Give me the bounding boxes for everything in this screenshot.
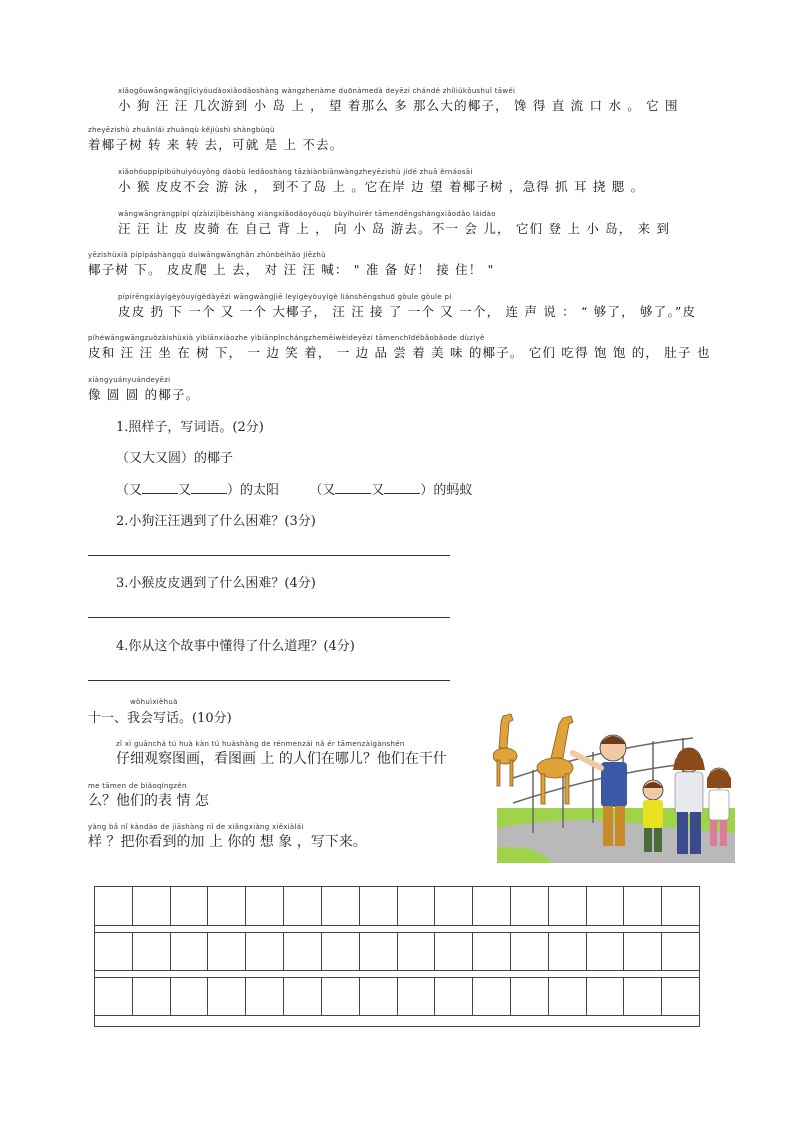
grid-cell[interactable] <box>587 933 625 970</box>
grid-cell[interactable] <box>208 933 246 970</box>
question-3-label: 3.小猴皮皮遇到了什么困难？(4分) <box>116 576 316 591</box>
writing-grid[interactable] <box>94 886 700 1027</box>
blank-2b-input[interactable] <box>384 482 420 494</box>
pinyin-line: pípírēngxiàyígèyòuyígèdàyēzi wāngwāngjiē leyígèyòuyígè liánshēngshuō gòule gòule pí <box>118 293 452 301</box>
grid-cell[interactable] <box>398 933 436 970</box>
grid-cell[interactable] <box>246 978 284 1015</box>
answer-line-2[interactable] <box>88 555 450 556</box>
grid-cell[interactable] <box>208 978 246 1015</box>
grid-cell[interactable] <box>95 978 133 1015</box>
question-1-label: 1.照样子，写词语。(2分) <box>116 420 264 435</box>
zoo-family-illustration <box>493 708 735 863</box>
writing-prompt-line: 仔细观察图画，看图画 上 的人们在哪儿？他们在干什 <box>116 751 447 767</box>
grid-cell[interactable] <box>360 887 398 925</box>
grid-cell[interactable] <box>284 978 322 1015</box>
grid-cell[interactable] <box>662 978 699 1015</box>
grid-cell[interactable] <box>360 933 398 970</box>
pinyin-line: wāngwāngràngpípí qízàizìjǐbèishàng xiàngxiǎodǎoyóuqù bùyíhuìrér tāmendēngshàngxiǎodǎo láidào <box>118 210 496 218</box>
grid-cell[interactable] <box>511 887 549 925</box>
grid-cell[interactable] <box>435 887 473 925</box>
grid-cell[interactable] <box>284 887 322 925</box>
blank-1-mid: 又 <box>178 483 192 498</box>
grid-row <box>95 932 699 971</box>
blank-1-close: ）的太阳 <box>227 483 280 498</box>
grid-cell[interactable] <box>398 978 436 1015</box>
grid-cell[interactable] <box>435 933 473 970</box>
pinyin-line: me tāmen de biǎoqíngzěn <box>88 782 187 790</box>
grid-cell[interactable] <box>624 933 662 970</box>
grid-cell[interactable] <box>171 978 209 1015</box>
grid-cell[interactable] <box>322 887 360 925</box>
blank-1-open: （又 <box>116 483 143 498</box>
grid-cell[interactable] <box>435 978 473 1015</box>
writing-prompt-line: 么？他们的表 情 怎 <box>88 793 209 809</box>
grid-cell[interactable] <box>549 887 587 925</box>
grid-row <box>95 887 699 926</box>
grid-cell[interactable] <box>473 933 511 970</box>
grid-cell[interactable] <box>624 978 662 1015</box>
pinyin-line: xiǎogǒuwāngwāngjǐcìyóudàoxiǎodǎoshàng wàngzhenàme duōnàmedà deyēzi chándé zhíliúkǒushuǐ tāwéi <box>118 87 516 95</box>
grid-cell[interactable] <box>95 887 133 925</box>
grid-cell[interactable] <box>549 978 587 1015</box>
story-line: 皮和 汪 汪 坐 在 树 下， 一 边 笑 着， 一 边 品 尝 着 美 味 的椰子。 它们 吃得 饱 饱 的， 肚子 也 <box>88 345 711 360</box>
grid-cell[interactable] <box>473 978 511 1015</box>
pinyin-line: xiàngyuányuándeyēzi <box>88 376 171 384</box>
grid-cell[interactable] <box>360 978 398 1015</box>
grid-cell[interactable] <box>171 887 209 925</box>
pinyin-line: xiǎohóuppípíbúhuìyóuyǒng dàobù ledǎoshàng tāzàiànbiānwàngzheyēzishù jídé zhuā ěrnáosāi <box>118 168 473 176</box>
grid-cell[interactable] <box>171 933 209 970</box>
blank-1a-input[interactable] <box>142 482 178 494</box>
grid-cell[interactable] <box>322 933 360 970</box>
pinyin-line: yàng bǎ nǐ kàndào de jiāshàng nǐ de xiǎngxiàng xiěxiàlái <box>88 823 304 831</box>
story-line: 皮皮 扔 下 一个 又 一个 大椰子， 汪 汪 接 了 一个 又 一个， 连 声 说 ： “ 够了， 够了。”皮 <box>118 304 697 319</box>
grid-row <box>95 977 699 1016</box>
question-1-example: （又大又圆）的椰子 <box>116 451 234 466</box>
question-2-label: 2.小狗汪汪遇到了什么困难？(3分) <box>116 514 316 529</box>
blank-2a-input[interactable] <box>335 482 371 494</box>
pinyin-line: píhéwāngwāngzuòzàishùxià yìbiānxiàozhe yìbiānpǐnchángzhemēiwèideyēzi tāmenchīdébǎobǎode dùziyě <box>88 334 485 342</box>
grid-cell[interactable] <box>398 887 436 925</box>
grid-cell[interactable] <box>662 933 699 970</box>
grid-cell[interactable] <box>133 933 171 970</box>
grid-cell[interactable] <box>284 933 322 970</box>
section-title-pinyin: wǒhuìxiěhuà <box>130 698 178 706</box>
grid-cell[interactable] <box>246 933 284 970</box>
grid-cell[interactable] <box>95 933 133 970</box>
answer-line-3[interactable] <box>88 617 450 618</box>
pinyin-line: zǐ xì guānchá tú huà kàn tú huàshàng de rénmenzài nǎ ér tāmenzàigànshén <box>116 740 405 748</box>
blank-2-open: （又 <box>309 483 336 498</box>
grid-cell[interactable] <box>133 978 171 1015</box>
grid-cell[interactable] <box>133 887 171 925</box>
blank-1b-input[interactable] <box>191 482 227 494</box>
section-11-title: 十一、我会写话。(10分) <box>88 711 232 726</box>
story-line: 椰子树 下。 皮皮爬 上 去， 对 汪 汪 喊： " 准 备 好！ 接 住！ " <box>88 262 495 277</box>
writing-prompt-line: 样 ？把你看到的加 上 你的 想 象 ，写下来。 <box>88 834 367 850</box>
grid-cell[interactable] <box>662 887 699 925</box>
question-4-label: 4.你从这个故事中懂得了什么道理？(4分) <box>116 639 355 654</box>
answer-line-4[interactable] <box>88 680 450 681</box>
grid-footer <box>95 1022 699 1026</box>
grid-cell[interactable] <box>473 887 511 925</box>
grid-cell[interactable] <box>549 933 587 970</box>
pinyin-line: zheyēzishù zhuǎnlái zhuǎnqù kějiùshì shàngbùqù <box>88 126 275 134</box>
question-1-blanks <box>116 479 472 498</box>
blank-2-close: ）的蚂蚁 <box>420 483 473 498</box>
grid-cell[interactable] <box>208 887 246 925</box>
grid-cell[interactable] <box>587 887 625 925</box>
grid-cell[interactable] <box>624 887 662 925</box>
story-line: 小 猴 皮皮不会 游 泳 ， 到不了岛 上 。它在岸 边 望 着椰子树 ，急得 抓 耳 挠 腮 。 <box>118 179 645 194</box>
grid-cell[interactable] <box>322 978 360 1015</box>
blank-2-mid: 又 <box>371 483 385 498</box>
story-line: 汪 汪 让 皮 皮骑 在 自己 背 上 ， 向 小 岛 游去。不一 会 儿， 它们 登 上 小 岛， 来 到 <box>118 221 671 236</box>
story-line: 小 狗 汪 汪 几次游到 小 岛 上 ， 望 着那么 多 那么大的椰子， 馋 得 直 流 口 水 。 它 围 <box>118 98 679 113</box>
grid-cell[interactable] <box>246 887 284 925</box>
grid-cell[interactable] <box>511 978 549 1015</box>
story-line: 像 圆 圆 的椰子。 <box>88 387 200 402</box>
grid-cell[interactable] <box>587 978 625 1015</box>
pinyin-line: yēzishùxià pípípáshàngqù duìwāngwānghǎn zhǔnbèihǎo jiēzhù <box>88 251 326 259</box>
grid-cell[interactable] <box>511 933 549 970</box>
story-line: 着椰子树 转 来 转 去，可就 是 上 不去。 <box>88 137 344 152</box>
